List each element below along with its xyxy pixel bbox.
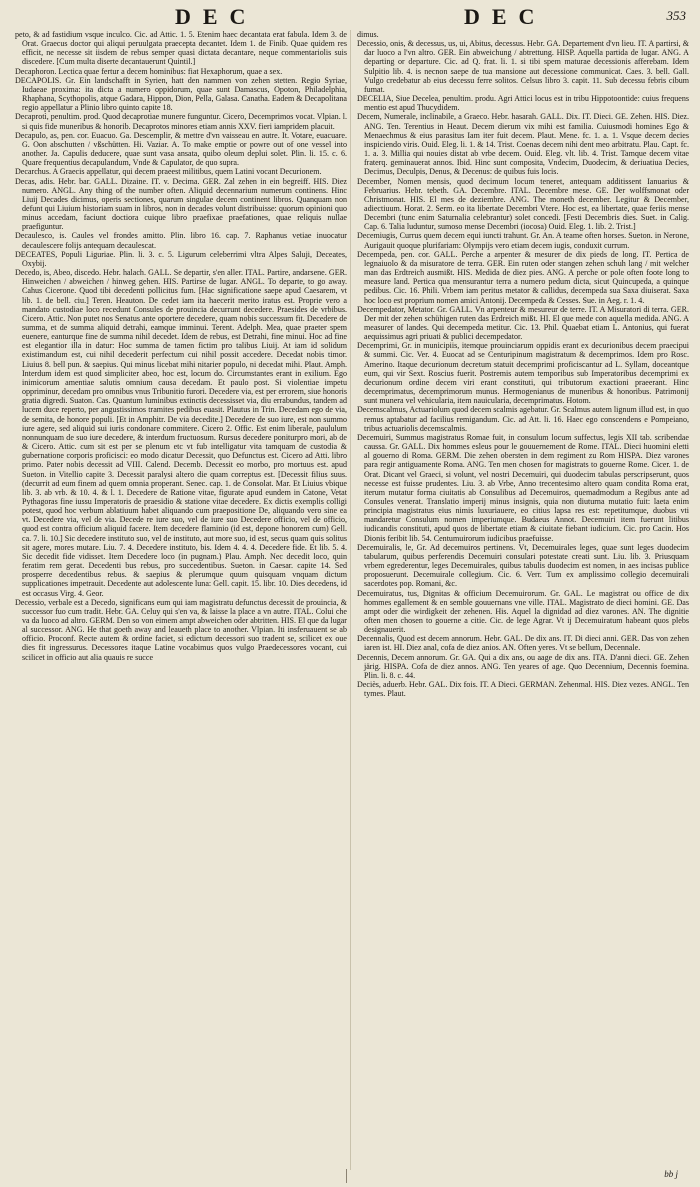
dictionary-entry: Decemuiratus, tus, Dignitas & officium Decemuirorum. Gr. GAL. Le magistrat ou office de dix hommes egallement & en semble gouuernans vne ville. ITAL. Magistrato de dieci homini. GE. Das ampt oder die wirdigkeit der zehenen. His. Aquel la dignidad ad diez varones. AN. The dignitie often men chosen to gouerne a citie. Cic. de lege Agrar. Vt ij Decemuiratum habeant quos plebs designauerit. [357, 588, 689, 635]
dictionary-entry: Decemuiri, Summus magistratus Romae fuit, in consulum locum suffectus, legis XII tab. scribendae caussa. Gr. GALL. Dix hommes esleus pour le gouuernement de Rome. ITAL. Dieci huomini eletti al gouerno di Roma. GERM. Die zehen obersten in dem regiment zu Rom HISPA. Diez varones para regir antiguamente Roma. ANG. Ten men chosen for magistrats to gouerne Rome. Cicer. 1. de Orat. Dicant vel Graeci, si volunt, vel nostri Decemuiri, qui duodecim tabulas perscripserunt, quos necesse est fuisse prudentes. Liu. 3. ab Vrbe, Anno trecentesimo altero quam condita Roma erat, iterum mutatur forma ciuitatis ab Consulibus ad Decemuiros, quemadmodum a Regibus ante ad Consules venerat. Translatio imperij minus insignis, quia non diuturna mutatio fuit: laeta enim principia magistratus eius nimis luxuriauere, eo citius lapsa res est: repetitumque, duobus vti mandaretur Consulum nomen imperiumque. Budaeus Annot. Decemuiri item fuerunt litibus iudicandis constituti, apud quos de libertate etiam & ciuitate fiebant iudicium. Cic. pro Cacin. Hos Dionis feribit lib. 54. Centumuirorum iudicibus praefuisse. [357, 432, 689, 543]
dictionary-entry: Deciès, aduerb. Hebr. GAL. Dix fois. IT. A Dieci. GERMAN. Zehenmal. HIS. Diez vezes. ANGL. Ten tymes. Plaut. [357, 680, 689, 699]
column-divider [350, 30, 351, 1170]
right-column [357, 30, 689, 1170]
dictionary-entry: peto, & ad fastidium vsque inculco. Cic. ad Attic. 1. 5. Etenim haec decantata erat fabula. Idem 3. de Orat. Graecus doctor qui aliqui peruulgata praecepta decantet. Idem 1. de Finib. Quae quidem res efficit, ne necesse sit iisdem de rebus semper quasi dictata decantare, neque commentariolis suis discedere. [Cum multa diserte decantauerunt Quintil.] [15, 30, 347, 67]
dictionary-entry: Decennalis, Quod est decem annorum. Hebr. GAL. De dix ans. IT. Di dieci anni. GER. Das von zehen iaren ist. HI. Diez anal, cofa de diez anios. AN. Often yeres. Vt se bellum, Decennale. [357, 634, 689, 653]
dictionary-entry: Decedo, is, Abeo, discedo. Hebr. halach. GALL. Se departir, s'en aller. ITAL. Partire, andarsene. GER. Hinweichen / abweichen / hinweg gehen. HIS. Partirse de lugar. ANGL. To departe, to go away. Cahus Cicerone. Quod tibi decedenti pollicitus fum. [Hac significatione saepe apud Caesarem, vt lib. 1. de bell. ciu.] Teren. Heauton. De cedet iam ita haecerit merito iratus est. Proprie vero a mandato custodiae loco recedunt Consules de prouincia decurrunt decedere. Praesides de vrbibus. Cicero. Attic. Non putet nos Senatus ante oportere decedere, quam nobis successum fit. Decedere de summa, et de summa aliquid detrahi, eamque imminui. Terent. Adelph. Mea, quae praeter spem euenere, eanturque fine de summa nihil decedet. Idem de rebus, est Detrahi, fine minui. Hoc ad fine est elegantior illa in datur: Hoc summa de tamen fictim pro talibus Liuij. At iam id solidum existimandum est, cui nihil decederit perfectum cui nihil possit accedere. Decedat nobis timor. Liuius 8. bell pun. & saepius. Qui minus licebat mihi nitarier populo, ni decedat mihi. Plaut. Amph. Interdum idem est quod simpliciter abeo, hoc est, locum do. Circumstantes erant in exilium. Ego inimicorum amentiae salutis omnium causa decedam. Et paulo post. Si violentiae impetu oppriminur, decedam pro omnibus vnus Tribunitio furori. Decedere via, est per errorem, siue honoris gratia digredi. Suaton. Cas. Quantum luminibus extinctis decessisset via, diu errabundus, tandem ad lucem duce reperto, per angustissimos tramites pedibus euasit. Plautus in Trin. Decedam ego de via, de semita, de honore populi. [Et in Amphitr. De via decedite.] Decedere de suo iure, est non summo iure agere, sed aliquid sui iuris condonare commitere. Cicero 2. Offic. Est enim liberale, paululum nonnunquam de suo iure decedere, & interdum fructuosum. Rursus decedere poniturpro mori, ab de & Cicero. Attic. cum sit est per se plenum etc vt fub intelligatur vita tamquam de custodia & gubernatione corporis proficisci: eo modo dicatur Decessit, quo Defunctus est. Cicero ad Atti. libro primo. Pater nobis decessit ad VIII. Calend. Decemb. Decessit eo morbo, pro mortuus est. apud Sueton. in Vitellio capite 3. Decessit paralysi altero die quam correptus est. [Decessit filius suus. (decurrit ad eum finem ad quem omnia properant. Senec. cap. 1. de Consolat. Mar. Et Liuius vbique lib. 3. ab vrb. & 10. 4. & l. 1. Decedere de Ratione vitae, figurate apud eundem in Catone, Vetat Pythagoras fine iussu Imperatoris de praesidio & statione vitae decedere. Ex dictis exemplis colligi potest, quod hoc verbum ablatiuum habet aliquando cum praepositione De, aliquando vero sine ea vt. Decedere via, vel de via. Decede re iure suo, vel de iure suo Decedere officio, vel de officio, quod est contra officium aliquid facere. Item decedere flaminio (id est, depone honorem cum) Gell. ca. 7. li. 10.] Sic decedere instituto suo, vel de instituto, aut more suo, id est, secus quam quis solitus sit agere, mores mutare. Liu. 7. 4. Decedere instituto, bis. Idem 4. 4. 4. Decedere fide. Et lib. 5. 4. Sic decedit fide vidisset. Item Decedere loco (in pugnam.) Plau. Amph. Nec decedit loco, quin feratim rem gerat. Decedenti bus rebus, pro succedentibus. Sueton. in Caesar. capite 14. Sed prosperre decedentibus rebus. & saepius & plerumque quum quisquam vnquam dictum supplicationes impetrauit. Decedente aut adolescente luna: Gell. capit. 15. libr. 10. Dies decedens, id est occasus Virg. 4. Geor. [15, 268, 347, 598]
dictionary-entry: Decaphoron. Lectica quae fertur a decem hominibus: fiat Hexaphorum, quae a sex. [15, 66, 283, 76]
dictionary-entry: Decemscalmus, Actuariolum quod decem scalmis agebatur. Gr. Scalmus autem lignum illud est, in quo remus aptabatur ad facilius remigandum. Cic. ad Att. li. 16. Haec ego conscendens e Pompeiano, tribus actuariolis decemscalmis. [357, 405, 689, 433]
running-head-left: DEC [175, 4, 258, 29]
running-head-right: DEC [464, 4, 547, 29]
running-head [0, 4, 700, 30]
dictionary-entry: Decemprimi, Gr. in municipiis, itemque prouinciarum oppidis erant ex decurionibus decem praecipui & summi. Cic. Ver. 4. Euocat ad se Centuripinum magistratum & decemprimos. Idem pro Rosc. Amerino. Itaque decurionum decretum statuit decemprimi proficiscantur ad L. Syllam, doceantque eum, qui vir Sext. Roscius fuerit. Postremis autem temporibus sub Imperatoribus decemprimi ex decurionum ordine decem viri erant constituti, qui tributorum exactioni praeerant. Hinc decemprimatus, decemprimorum munus. Hermogenianus de muneribus & honoribus. Patrimonij sunt munera vel vehicularia, item nauicularia, decemprimatus. Hotom. [357, 341, 689, 406]
dictionary-entry: DECELIA, Siue Decelea, penultim. produ. Agri Attici locus est in tribu Hippotoontide: cuius frequens mentio est apud Thucydidem. [357, 94, 689, 113]
dictionary-entry: dimus. [357, 30, 379, 39]
dictionary-entry: Decem, Numerale, inclinabile, a Graeco. Hebr. hasarah. GALL. Dix. IT. Dieci. GE. Zehen. HIS. Diez. ANG. Ten. Terentius in Heaut. Decem dierum vix mihi est familia. Cuiusmodi homines Ego & Menaechmus & eius parasitus Iam iter fuit decem. Plaut. Mene. fc. 1. a. 1. Vsque decem decies inspiciendo viris. Ouid. Eleg. li. 1. & 14. Trist. Coenas decem nihi dent meo arbitratu. Plau. Capt. fc. 1. a. 3. Millia qui nouies distat ab vrbe decem. Ouid. Eleg. vlt. lib. 4. Trist. Tamque decem vitae fraterq. geminauerat annos. Ibid. Hinc sunt composita, Vndecim, Duodecim, & deriuatiua Decies, Decimus, Deculpis, Denus, & Decenus: de quibus fuis locis. [357, 112, 689, 177]
dictionary-entry: Decempeda, pen. cor. GALL. Perche a arpenter & mesurer de dix pieds de long. IT. Pertica de legnaiuolo & da misuratore de terra. GER. Ein ruten oder stangen zehen schuh lang / mit welcher man das Erdtreich ausmißt. HIS. Medida de diez pies. ANG. A perche or pole often foote long to measure land. Pertica qua mensurantur terra a numero pedum dicta, sicut Quincupeda, a quinque pedibus. Cic. 16. Phili. Vrbem iam peritus metator & callidus, decempeda sua Saxa diuiserat. Saxa hoc loco est proprium nomen amici Antonij. Decempeda & Cesses. Sue. in Aeg. r. 1. 4. [357, 249, 689, 305]
left-column [15, 30, 347, 1170]
dictionary-entry: Decemuiralis, le, Gr. Ad decemuiros pertinens. Vt, Decemuirales leges, quae sunt leges duodecim tabularum, quibus perferendis Decemuiri consulari potestate creati sunt. Liu. lib. 3. Priusquam vrbem egrederentur, leges Decemuirales, quibus tabulis duodecim est nomen, in aes incisas publice proposuerunt. Decemuirale collegium. Cic. 6. Verr. Tum ex amplissimo collegio decemuirali sacerdotes pop. Romani, &c. [357, 542, 689, 589]
binding-mark [346, 1169, 347, 1183]
page-number: 353 [666, 8, 686, 23]
signature-mark: bb j [664, 1169, 678, 1179]
dictionary-entry: Decas, adis. Hebr. bar. GALL. Dizaine. IT. v. Decima. GER. Zal zehen in ein begreiff. HIS. Diez numero. ANGL. Any thing of the number often. Aliquid decennarium numerum continens. Hinc Liuij Decades dicimus, operis sectiones, quarum singulae decem continent libros. Quanquam non defunt qui Liuium historiam suam in libros, non in decades volunt distribuisse: quorum opinioni quo minus accedam, faciunt doctiora cuique libro praefixae praefationes, quae reliquis nullae praefiguntur. [15, 176, 347, 232]
dictionary-entry: DECEATES, Populi Liguriae. Plin. li. 3. c. 5. Ligurum celeberrimi vltra Alpes Saluji, Deceates, Oxybij. [15, 249, 347, 268]
dictionary-entry: Decarchus. A Graecis appellatur, qui decem praeest militibus, quem Latini vocant Decurionem. [15, 167, 322, 177]
dictionary-entry: Decaprotì, penultim. prod. Quod decaprotiae munere funguntur. Cicero, Decemprimos vocat. Vlpian. l. si quis fide muneribus & honorib. Decaprotos minores etiam annis XXV. fieri iampridem placuit. [15, 112, 347, 131]
dictionary-entry: December, Nomen mensis, quod decimum locum teneret, antequam additissent Ianuarius & Februarius. Hebr. tebeth. GA. Decembre. ITAL. Decembre mese. GE. Der wolffsmonat oder Christmonat. HIS. El mes de deziembre. ANG. The moneth december. Legitur & December, adiectiuum. Horat. 2. Serm. eo ita libertate Decembri Vtere. Hoc est, ea libertate, quae feriis mense Decembri (tunc enim Saturnalia celebrantur) solet concedi. [Festi Decembris dies. Suet. in Calig. Cap. 6. Talia luduntur, sumoso mense Decembri (iocosa) Ouid. Eleg. 1. lib. 2. Trist.] [357, 176, 689, 232]
dictionary-entry: Decempedator, Metator. Gr. GALL. Vn arpenteur & mesureur de terre. IT. A Misuratori di terra. GER. Der mit der zehen schühigen ruten das Erdreich mißt. HI. El que mede con aquella medida. ANG. A measurer of landes. Qui decempeda metitur. Cic. 13. Phil. Quaebat etiam L. Antonius, qui fuerat aequissimus agri priuati & publici decempedator. [357, 304, 689, 342]
dictionary-entry: Decemiugis, Currus quem decem equi iuncti trahunt. Gr. An. A teame often horses. Sueton. in Nerone, Aurigauit quoque plurifariam: Olympijs vero etiam decem iugis, conduxit currum. [357, 231, 689, 250]
dictionary-entry: Decessio, verbale est a Decedo, significans eum qui iam magistratu defunctus decessit de prouincia, & successor fuo cum tradit. Hebr. GA. Celuy qui s'en va, & laisse la place a vn autre. ITAL. Colui che va da luoco ad altro. GERM. Den so von eimem ampt abweichen oder abtritten. HIS. El que da lugar al successor. ANG. He that goeth away and leaueth place to another. Vlpian. Iti insferuauent se ab officio. Proconf. Recte autem & ordine faciet, si edictum decessori suo tradent se, scilicet ex oue dies fit ingressurus. Decessores itaque Latine vocabimus quos vulgo Praedecessores vocant, cui scilicet in officio aut alia quauis re succe [15, 597, 347, 662]
dictionary-entry: Decaulesco, is. Caules vel frondes amitto. Plin. libro 16. cap. 7. Raphanus vetiae inuocatur decaulescere folijs antequam decaulescat. [15, 231, 347, 250]
dictionary-entry: Decennis, Decem annorum. Gr. GA. Qui a dix ans, ou aage de dix ans. ITA. D'anni dieci. GE. Zehen järig. HISPA. Cofa de diez annos. ANG. Ten yeares of age. Quo Decennium, Decennis foemina. Plin. li. 8. c. 44. [357, 652, 689, 680]
dictionary-entry: Decessio, onis, & decessus, us, ui, Abitus, decessus. Hebr. GA. Departement d'vn lieu. IT. A partirsi, & dar luoco a l'vn altro. GER. Ein abweichung / abtrettung. HISP. Aquella partida de lugar. ANG. A departing or departure. Cic. ad Q. frat. li. 1. si tibi spem maturae decessionis afferebam. Idem Sulpitio lib. 4. is necnon saepe de tua mansione aut decessione communicat. Caes. 3. bell. Gall. Vulgo credebatur ab eius decessu ferre solitos. Celsus libro 3. capit. 11. Sub decessu febris cibum fumat. [357, 39, 689, 94]
dictionary-entry: DECAPOLIS. Gr. Ein landschafft in Syrien, hatt den nammen von zehen stetten. Regio Syriae, Iudaeae proxima: ita dicta a numero oppidorum, quae sunt Damascus, Opoton, Philadelphia, Rhaphana, Scythopolis, atque Gadara, Hippon, Dion, Pella, Galasa. Canatha. Eadem & Decapolitana regio appellatur a Plinio libro quinto capite 18. [15, 75, 347, 113]
dictionary-entry: Decapulo, as, pen. cor. Euacuo. Ga. Descemplir, & mettre d'vn vaisseau en autre. It. Votare, euacuare. G. Oon abschutten / vßschütten. Hi. Vaziar. A. To make emptie or powre out of one vessel into another. Ja. Capulis deducere, quae sunt vasa ansata, quibo oleum deplui solet. Plin. li. 15. c. 6. Quare frequentius decapulandum, Vnde & Capulator, de quo supra. [15, 130, 347, 168]
